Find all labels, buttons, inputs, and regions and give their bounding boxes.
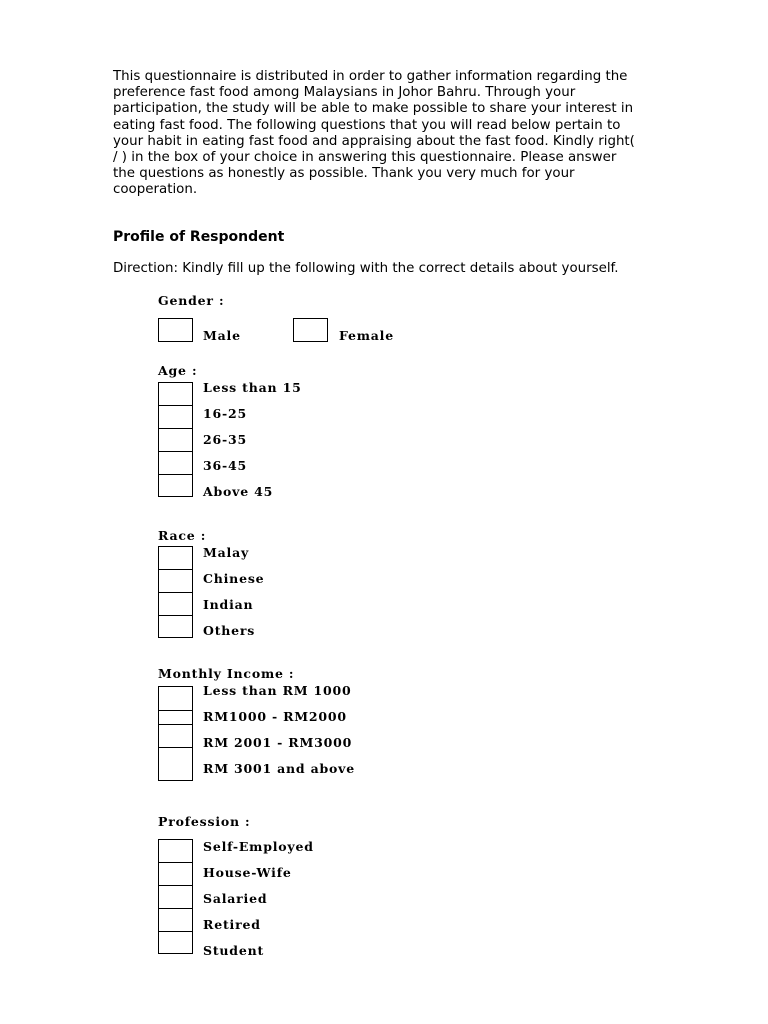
profile-title: Profile of Respondent <box>113 229 285 245</box>
race-option-label: Others <box>203 623 256 638</box>
race-option-checkbox[interactable] <box>158 592 193 616</box>
income-option-checkbox[interactable] <box>158 686 193 711</box>
profession-option-checkbox[interactable] <box>158 885 193 909</box>
age-option-label: 16-25 <box>203 406 247 421</box>
age-option-label: 36-45 <box>203 458 247 473</box>
income-option-label: Less than RM 1000 <box>203 683 352 698</box>
age-option-checkbox[interactable] <box>158 382 193 406</box>
race-option-checkbox[interactable] <box>158 546 193 570</box>
gender-label: Gender : <box>158 293 225 308</box>
profession-option-checkbox[interactable] <box>158 931 193 954</box>
age-option-checkbox[interactable] <box>158 428 193 452</box>
income-option-label: RM 2001 - RM3000 <box>203 735 353 750</box>
intro-paragraph: This questionnaire is distributed in order to gather information regarding the preference fast food among Malaysians in Johor Bahru. Through your participation, the study will be able to make possible to share your interest in eating fast food. The following questions that you will read below pertain to your habit in eating fast food and appraising about the fast food. Kindly right( / ) in the box of your choice in answering this questionnaire. Please answer the questions as honestly as possible. Thank you very much for your cooperation. <box>113 69 635 198</box>
gender-female-checkbox[interactable] <box>293 318 328 342</box>
gender-male-label: Male <box>203 328 241 343</box>
profession-option-label: Student <box>203 943 265 958</box>
profession-option-checkbox[interactable] <box>158 862 193 886</box>
race-option-label: Chinese <box>203 571 265 586</box>
income-label: Monthly Income : <box>158 666 295 681</box>
race-option-checkbox[interactable] <box>158 615 193 638</box>
gender-male-checkbox[interactable] <box>158 318 193 342</box>
age-option-checkbox[interactable] <box>158 474 193 497</box>
gender-female-label: Female <box>339 328 394 343</box>
profession-option-label: Self-Employed <box>203 839 314 854</box>
age-option-checkbox[interactable] <box>158 405 193 429</box>
age-option-label: 26-35 <box>203 432 247 447</box>
profession-label: Profession : <box>158 814 251 829</box>
profession-option-label: Retired <box>203 917 261 932</box>
age-option-checkbox[interactable] <box>158 451 193 475</box>
income-option-checkbox[interactable] <box>158 724 193 748</box>
age-label: Age : <box>158 363 198 378</box>
age-option-label: Less than 15 <box>203 380 302 395</box>
income-option-checkbox[interactable] <box>158 747 193 781</box>
profession-option-checkbox[interactable] <box>158 908 193 932</box>
age-option-label: Above 45 <box>203 484 274 499</box>
profession-option-checkbox[interactable] <box>158 839 193 863</box>
income-option-checkbox[interactable] <box>158 710 193 725</box>
race-label: Race : <box>158 528 207 543</box>
race-option-checkbox[interactable] <box>158 569 193 593</box>
direction-text: Direction: Kindly fill up the following with the correct details about yourself. <box>113 261 619 276</box>
race-option-label: Indian <box>203 597 254 612</box>
profession-option-label: House-Wife <box>203 865 292 880</box>
income-option-label: RM1000 - RM2000 <box>203 709 347 724</box>
race-option-label: Malay <box>203 545 250 560</box>
income-option-label: RM 3001 and above <box>203 761 355 776</box>
profession-option-label: Salaried <box>203 891 268 906</box>
